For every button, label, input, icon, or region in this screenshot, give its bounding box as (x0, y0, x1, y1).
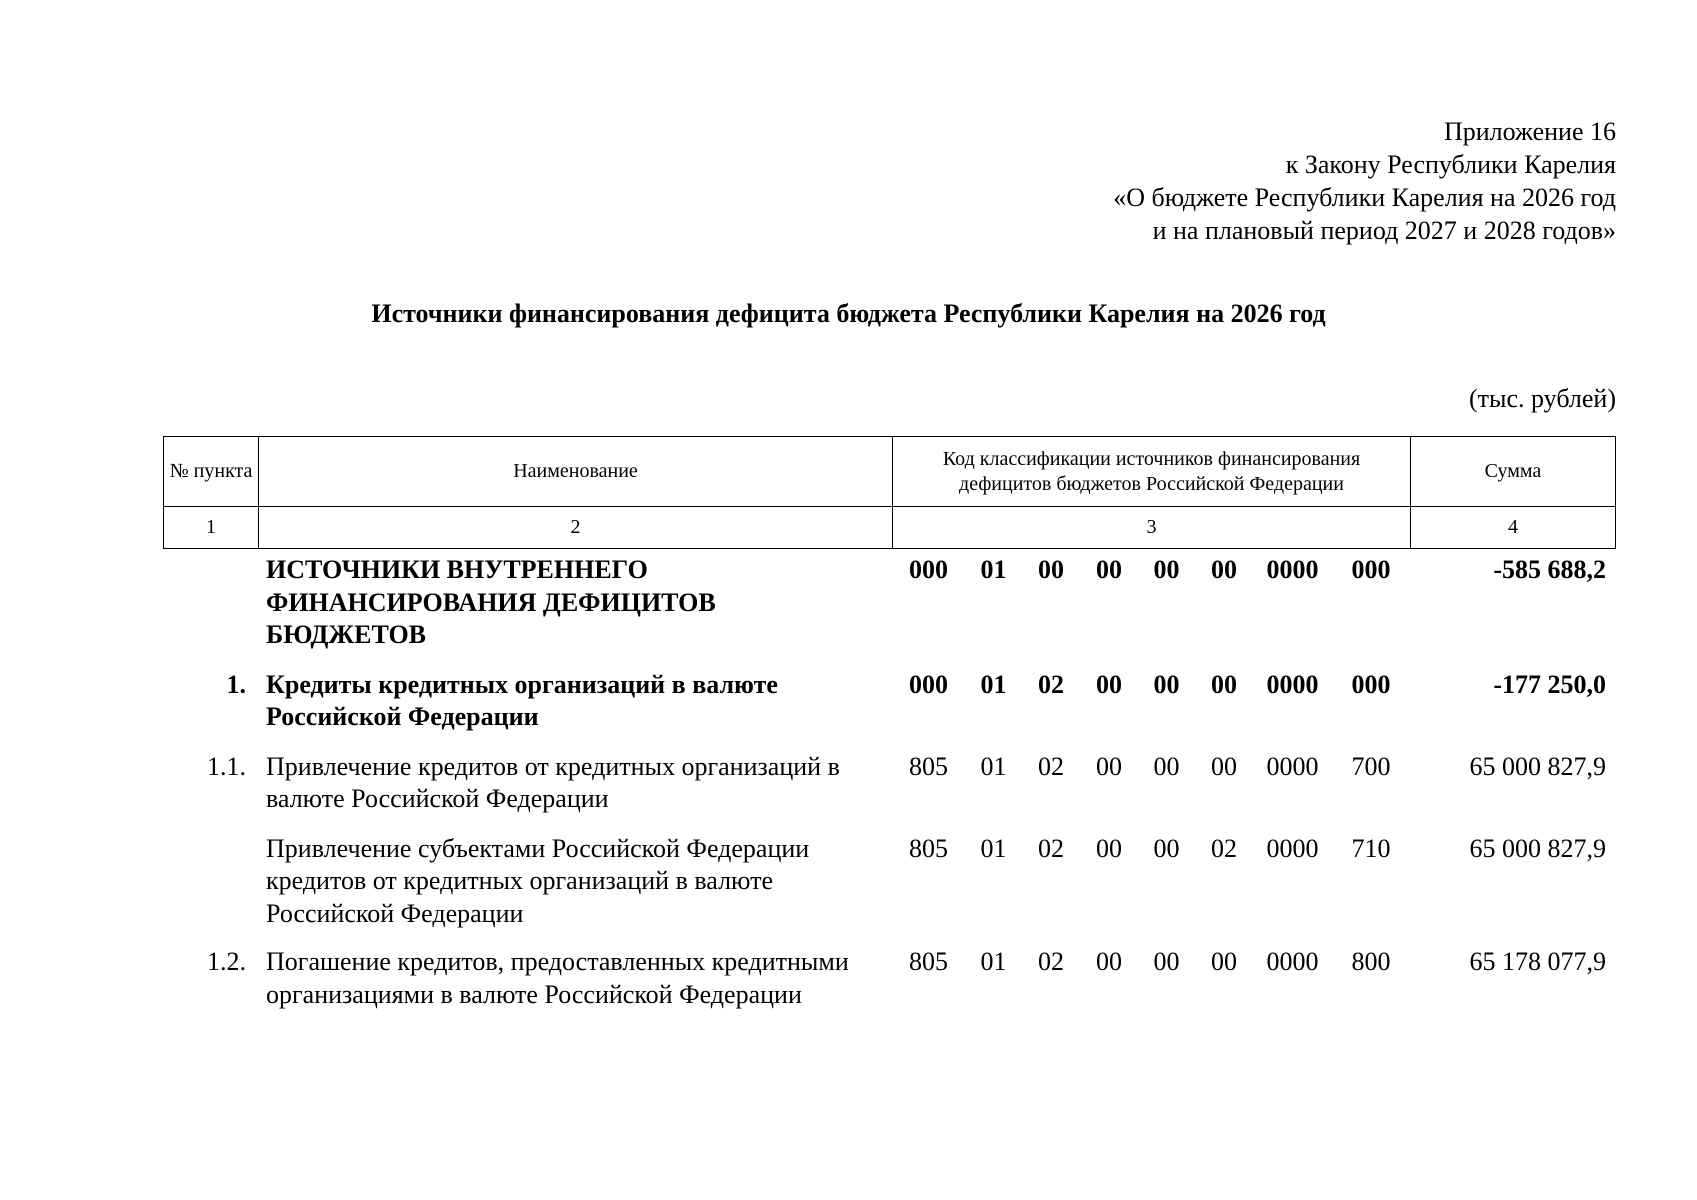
row-name: ИСТОЧНИКИ ВНУТРЕННЕГО ФИНАНСИРОВАНИЯ ДЕФИЦИТОВ БЮДЖЕТОВ (266, 555, 716, 649)
appendix-reference (1113, 115, 1616, 247)
row-name: Привлечение субъектами Российской Федерации кредитов от кредитных организаций в валюте Российской Федерации (266, 833, 810, 928)
row-spacer (163, 734, 1615, 751)
appendix-line: Приложение 16 (1443, 117, 1616, 146)
table-row (163, 751, 1615, 816)
appendix-line: и на плановый период 2027 и 2028 годов» (1152, 216, 1616, 245)
row-code: 01 (980, 751, 1007, 781)
row-sum: 65 000 827,9 (1469, 751, 1606, 781)
row-sum: 65 000 827,9 (1469, 833, 1606, 863)
appendix-line: к Закону Республики Карелия (1285, 150, 1616, 179)
row-name: Погашение кредитов, предоставленных кредитными организациями в валюте Российской Федерации (266, 947, 849, 1009)
row-spacer (163, 652, 1615, 669)
row-code: 805 (909, 833, 948, 863)
row-code: 805 (909, 751, 948, 781)
row-code: 710 (1351, 833, 1391, 863)
header-code: Код классификации источников финансирования дефицитов бюджетов Российской Федерации (893, 437, 1411, 507)
row-sum: -585 688,2 (1493, 555, 1606, 584)
row-code: 00 (1153, 669, 1180, 699)
row-code: 00 (1211, 555, 1237, 584)
row-num (163, 833, 258, 931)
row-code: 700 (1351, 751, 1391, 781)
row-spacer (163, 930, 1615, 946)
row-code: 00 (1096, 947, 1122, 976)
row-code: 00 (1096, 555, 1122, 584)
document-title: Источники финансирования дефицита бюджета Республики Карелия на 2026 год (371, 299, 1326, 328)
row-num: 1.1. (207, 751, 246, 781)
table-header (163, 436, 1616, 549)
row-code: 0000 (1266, 555, 1319, 584)
column-number: 3 (893, 507, 1411, 549)
row-num: 1. (226, 669, 246, 699)
row-code: 02 (1038, 833, 1064, 863)
row-code: 0000 (1266, 947, 1319, 976)
row-code: 01 (980, 833, 1007, 863)
column-number: 1 (164, 507, 259, 549)
header-num: № пункта (164, 437, 259, 507)
row-code: 01 (980, 669, 1007, 699)
row-code: 01 (980, 947, 1007, 976)
row-name: Привлечение кредитов от кредитных организаций в валюте Российской Федерации (266, 751, 840, 813)
column-number: 2 (259, 507, 893, 549)
row-code: 02 (1038, 947, 1064, 976)
row-code: 00 (1038, 555, 1064, 584)
row-code: 000 (1351, 669, 1391, 699)
table-row (163, 669, 1615, 734)
row-code: 00 (1153, 833, 1180, 863)
row-code: 800 (1351, 947, 1391, 976)
row-code: 000 (1351, 555, 1391, 584)
row-num: 1.2. (207, 947, 246, 976)
row-num (163, 554, 258, 652)
row-code: 01 (980, 555, 1007, 584)
row-code: 00 (1153, 751, 1180, 781)
row-code: 000 (909, 669, 948, 699)
row-sum: -177 250,0 (1493, 669, 1606, 699)
row-code: 00 (1096, 669, 1122, 699)
row-code: 00 (1211, 947, 1237, 976)
header-sum: Сумма (1411, 437, 1616, 507)
row-code: 0000 (1266, 669, 1319, 699)
row-code: 02 (1211, 833, 1237, 863)
row-code: 00 (1153, 947, 1180, 976)
table-row (163, 946, 1615, 1011)
column-number: 4 (1411, 507, 1616, 549)
units-label: (тыс. рублей) (1468, 384, 1616, 413)
row-code: 00 (1096, 751, 1122, 781)
row-code: 805 (909, 947, 948, 976)
header-name: Наименование (259, 437, 893, 507)
row-code: 02 (1038, 751, 1064, 781)
row-code: 02 (1038, 669, 1064, 699)
row-spacer (163, 816, 1615, 833)
table-row (163, 554, 1615, 652)
row-code: 00 (1153, 555, 1180, 584)
table-body (163, 554, 1615, 1011)
row-code: 00 (1096, 833, 1122, 863)
row-code: 00 (1211, 751, 1237, 781)
row-sum: 65 178 077,9 (1469, 947, 1606, 976)
row-code: 0000 (1266, 751, 1319, 781)
row-name: Кредиты кредитных организаций в валюте Российской Федерации (266, 669, 778, 731)
row-code: 0000 (1266, 833, 1319, 863)
row-code: 000 (909, 555, 948, 584)
table-row (163, 833, 1615, 931)
row-code: 00 (1211, 669, 1237, 699)
appendix-line: «О бюджете Республики Карелия на 2026 год (1113, 183, 1616, 212)
